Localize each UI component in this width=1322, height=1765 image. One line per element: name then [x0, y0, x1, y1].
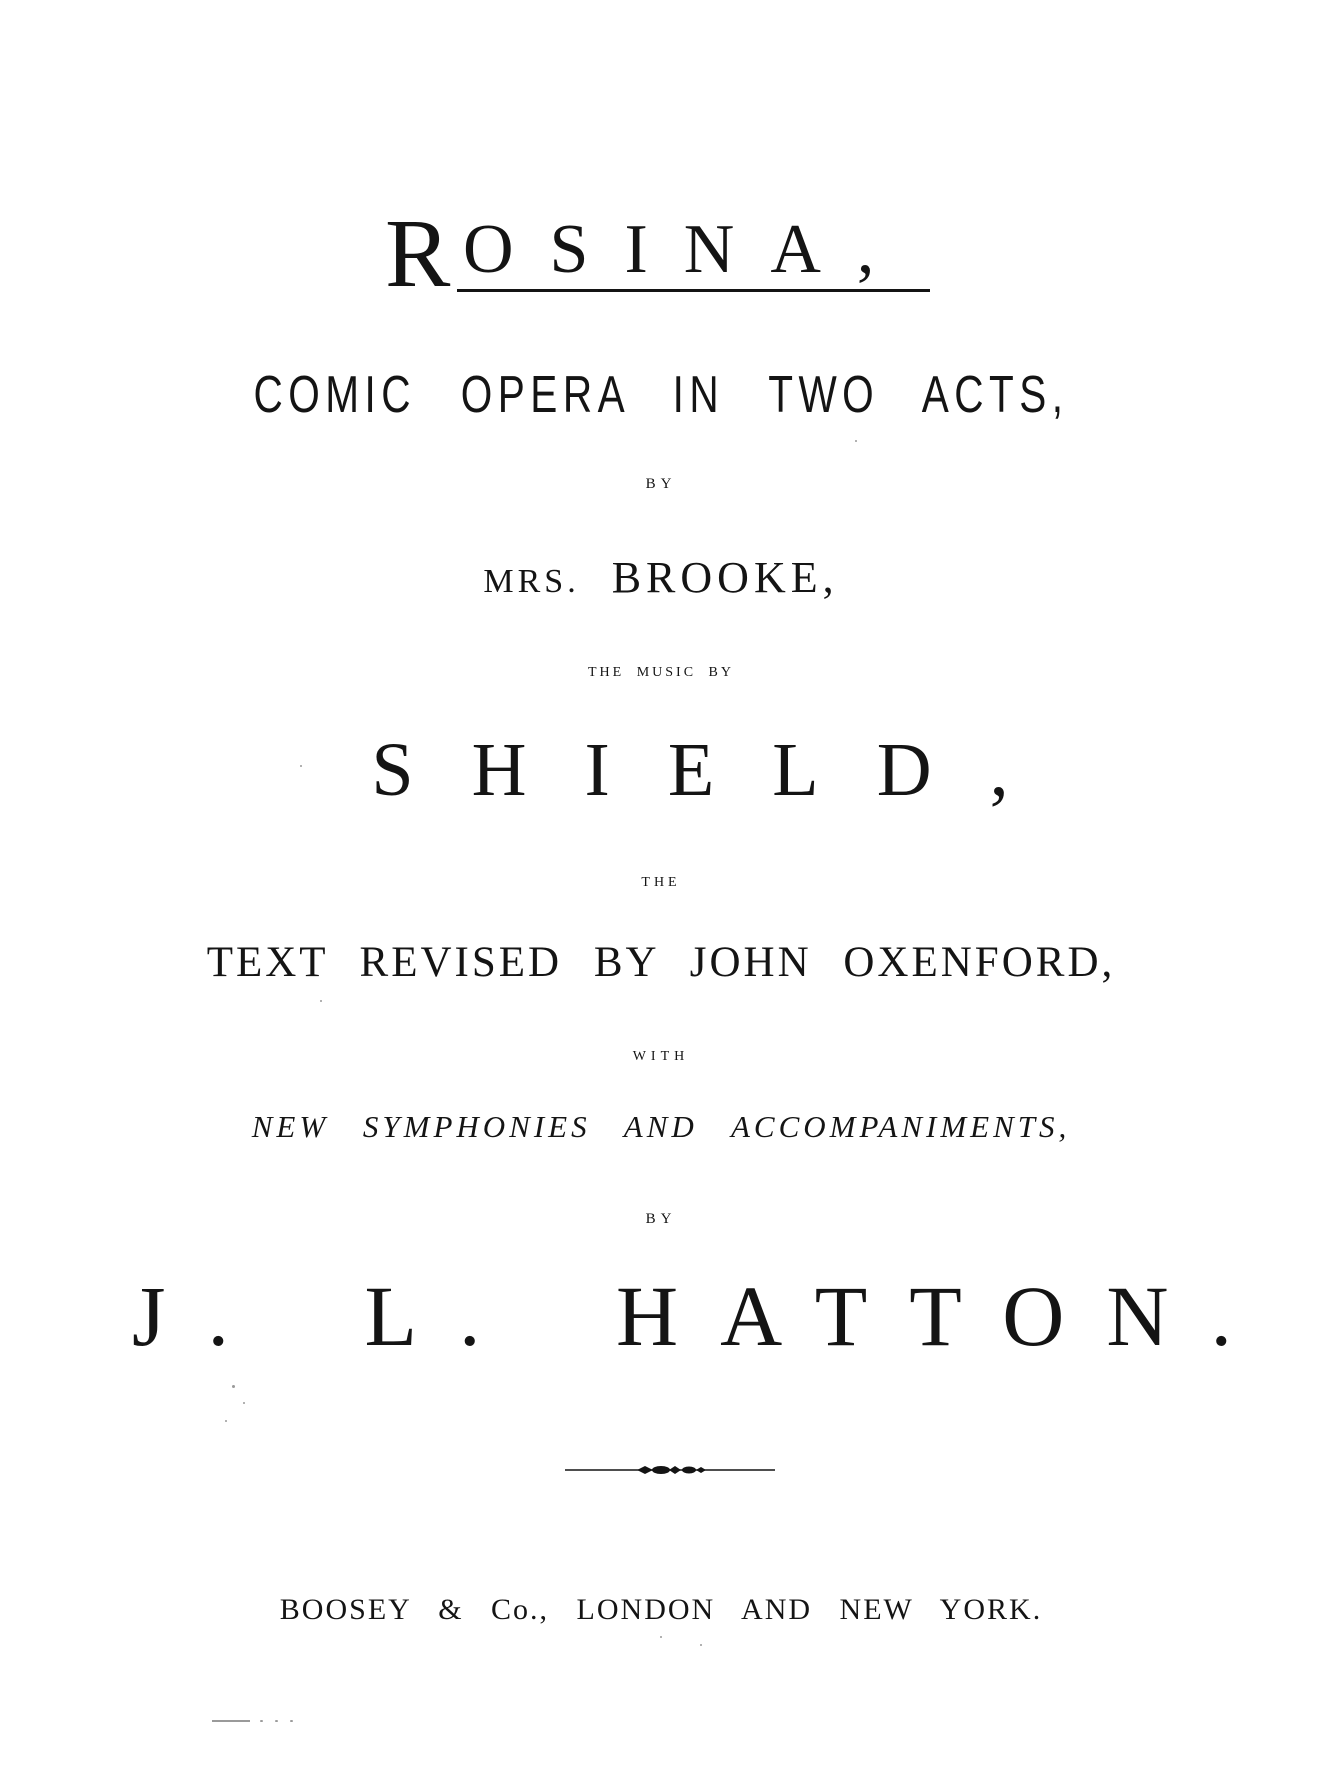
- the-label: THE: [641, 875, 681, 890]
- main-title-rest: OSINA,: [463, 211, 911, 288]
- reviser-line: TEXT REVISED BY JOHN OXENFORD,: [206, 939, 1116, 986]
- music-by-label: THE MUSIC BY: [587, 665, 734, 680]
- composer-name: SHIELD,: [371, 728, 1067, 812]
- scan-speck: [300, 765, 302, 767]
- scan-speck: [290, 1720, 293, 1722]
- author-prefix: MRS.: [483, 563, 580, 600]
- ornament-divider-icon: [565, 1463, 775, 1477]
- scan-speck: [212, 1720, 250, 1722]
- main-title-initial: R: [385, 200, 451, 308]
- with-label: WITH: [632, 1049, 690, 1064]
- accompaniments-line: NEW SYMPHONIES AND ACCOMPANIMENTS,: [251, 1109, 1071, 1144]
- by-label-author: BY: [645, 476, 677, 492]
- publisher-line: BOOSEY & Co., LONDON AND NEW YORK.: [279, 1593, 1043, 1626]
- scan-speck: [660, 1636, 662, 1638]
- scan-speck: [260, 1720, 263, 1722]
- scan-speck: [225, 1420, 227, 1422]
- scan-speck: [855, 440, 857, 442]
- scan-speck: [700, 1644, 702, 1646]
- subtitle: COMIC OPERA IN TWO ACTS,: [253, 366, 1069, 424]
- scan-speck: [243, 1402, 245, 1404]
- main-title: [385, 200, 965, 308]
- scan-speck: [275, 1720, 278, 1722]
- author-name: BROOKE,: [611, 553, 839, 602]
- scan-speck: [320, 1000, 322, 1002]
- arranger-name: J. L. HATTON.: [132, 1268, 1274, 1364]
- title-underline: [457, 289, 930, 292]
- scan-speck: [232, 1385, 235, 1388]
- author-line: [0, 553, 1322, 607]
- by-label-arranger: BY: [645, 1211, 677, 1227]
